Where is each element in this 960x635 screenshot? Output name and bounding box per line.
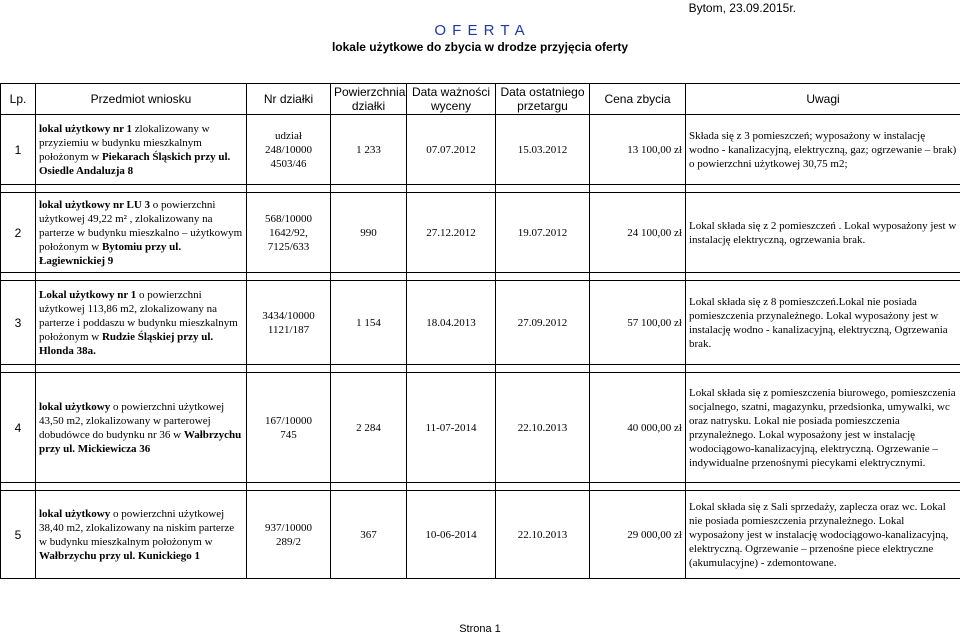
page-footer: Strona 1	[0, 623, 960, 635]
share-value: 248/10000	[250, 143, 327, 157]
row-plot	[247, 115, 331, 185]
row-area: 1 154	[331, 281, 407, 365]
header-price: Cena zbycia	[590, 84, 686, 115]
subject-place: Rudzie Śląskiej przy ul. Hlonda 38a.	[39, 331, 213, 357]
row-notes: Składa się z 3 pomieszczeń; wyposażony w instalację wodno - kanalizacyjną, elektryczną, gaz; ogrzewanie – brak) o powierzchni użytkowej 30,75 m2;	[686, 115, 960, 185]
row-last-tender: 19.07.2012	[496, 193, 590, 273]
row-last-tender: 15.03.2012	[496, 115, 590, 185]
table-row	[1, 115, 960, 185]
subject-text: o powierzchni użytkowej 113,86 m2, zlokalizowany na parterze i poddaszu w budynku mieszkalnym położonym w	[39, 289, 238, 343]
header-last-tender: Data ostatniego przetargu	[496, 84, 590, 115]
row-notes: Lokal składa się z 8 pomieszczeń.Lokal nie posiada pomieszczenia przynależnego. Lokal wyposażony jest w instalację wodno - kanalizacyjną, elektryczną, Ogrzewania brak.	[686, 281, 960, 365]
offers-table	[0, 83, 960, 579]
row-last-tender: 27.09.2012	[496, 281, 590, 365]
share-value: 568/10000	[250, 212, 327, 226]
table-row	[1, 193, 960, 273]
row-valuation: 18.04.2013	[407, 281, 496, 365]
row-subject	[36, 373, 247, 483]
row-area: 367	[331, 491, 407, 579]
row-notes: Lokal składa się z 2 pomieszczeń . Lokal wyposażony jest w instalację elektryczną, ogrzewania brak.	[686, 193, 960, 273]
row-valuation: 07.07.2012	[407, 115, 496, 185]
document-date: Bytom, 23.09.2015r.	[689, 1, 796, 15]
subject-text: o powierzchni użytkowej 43,50 m2, zlokalizowany w parterowej dobudówce do budynku nr 36 w	[39, 401, 224, 441]
row-valuation: 27.12.2012	[407, 193, 496, 273]
document-title: O F E R T A	[0, 22, 960, 39]
row-valuation: 10-06-2014	[407, 491, 496, 579]
row-separator	[1, 483, 960, 491]
share-label: udział	[250, 129, 327, 143]
subject-bold: lokal użytkowy	[39, 508, 110, 520]
table-row	[1, 373, 960, 483]
row-plot	[247, 281, 331, 365]
subject-place: Wałbrzychu przy ul. Kunickiego 1	[39, 550, 200, 562]
subject-text: zlokalizowany w przyziemiu w budynku mieszkalnym położonym w	[39, 123, 210, 163]
share-value: 3434/10000	[250, 309, 327, 323]
row-price: 57 100,00 zł	[590, 281, 686, 365]
plot-number: 1642/92, 7125/633	[250, 226, 327, 254]
table-row	[1, 491, 960, 579]
plot-number: 745	[250, 428, 327, 442]
row-plot	[247, 373, 331, 483]
row-subject	[36, 115, 247, 185]
header-area: Powierzchnia działki	[331, 84, 407, 115]
subject-place: Piekarach Śląskich przy ul. Osiedle Andaluzja 8	[39, 151, 230, 177]
row-area: 2 284	[331, 373, 407, 483]
row-area: 990	[331, 193, 407, 273]
share-value: 937/10000	[250, 521, 327, 535]
row-subject	[36, 491, 247, 579]
row-separator	[1, 185, 960, 193]
row-price: 24 100,00 zł	[590, 193, 686, 273]
subject-bold: Lokal użytkowy nr 1	[39, 289, 136, 301]
subject-text: o powierzchni użytkowej 49,22 m² , zlokalizowany na parterze w budynku mieszkalno – użytkowym położonym w	[39, 199, 242, 253]
subject-bold: lokal użytkowy	[39, 401, 110, 413]
row-lp: 1	[1, 115, 36, 185]
header-valuation: Data ważności wyceny	[407, 84, 496, 115]
subject-place: Wałbrzychu przy ul. Mickiewicza 36	[39, 429, 241, 455]
row-lp: 2	[1, 193, 36, 273]
table-header-row	[1, 84, 960, 115]
row-lp: 4	[1, 373, 36, 483]
row-separator	[1, 365, 960, 373]
document-subtitle: lokale użytkowe do zbycia w drodze przyjęcia oferty	[0, 40, 960, 54]
share-value: 167/10000	[250, 414, 327, 428]
table-row	[1, 281, 960, 365]
row-plot	[247, 491, 331, 579]
header-plot: Nr działki	[247, 84, 331, 115]
row-last-tender: 22.10.2013	[496, 373, 590, 483]
subject-place: Bytomiu przy ul. Łagiewnickiej 9	[39, 241, 181, 267]
header-notes: Uwagi	[686, 84, 960, 115]
row-subject	[36, 193, 247, 273]
header-lp: Lp.	[1, 84, 36, 115]
row-area: 1 233	[331, 115, 407, 185]
row-price: 13 100,00 zł	[590, 115, 686, 185]
row-last-tender: 22.10.2013	[496, 491, 590, 579]
row-notes: Lokal składa się z pomieszczenia biurowego, pomieszczenia socjalnego, szatni, magazynku, przedsionka, umywalki, wc oraz natrysku. Lokal nie posiada pomieszczenia przynależnego. Lokal wyposażony jest w instalację wodociągowo-kanalizacyjną, elektryczną. Ogrzewanie – indywidualne przenośnymi piecykami elektrycznymi.	[686, 373, 960, 483]
row-lp: 5	[1, 491, 36, 579]
row-subject	[36, 281, 247, 365]
row-valuation: 11-07-2014	[407, 373, 496, 483]
row-separator	[1, 273, 960, 281]
plot-number: 1121/187	[250, 323, 327, 337]
row-lp: 3	[1, 281, 36, 365]
subject-bold: lokal użytkowy nr LU 3	[39, 199, 150, 211]
row-notes: Lokal składa się z Sali sprzedaży, zaplecza oraz wc. Lokal nie posiada pomieszczenia przynależnego. Lokal wyposażony jest w instalację wodociągowo-kanalizacyjną, elektryczną. Ogrzewanie – przenośne piece elektryczne (akumulacyjne) - zdemontowane.	[686, 491, 960, 579]
row-price: 40 000,00 zł	[590, 373, 686, 483]
row-price: 29 000,00 zł	[590, 491, 686, 579]
subject-text: o powierzchni użytkowej 38,40 m2, zlokalizowany na niskim parterze w budynku mieszkalnym położonym w	[39, 508, 234, 548]
subject-bold: lokal użytkowy nr 1	[39, 123, 132, 135]
row-plot	[247, 193, 331, 273]
plot-number: 289/2	[250, 535, 327, 549]
header-subject: Przedmiot wniosku	[36, 84, 247, 115]
plot-number: 4503/46	[250, 157, 327, 171]
